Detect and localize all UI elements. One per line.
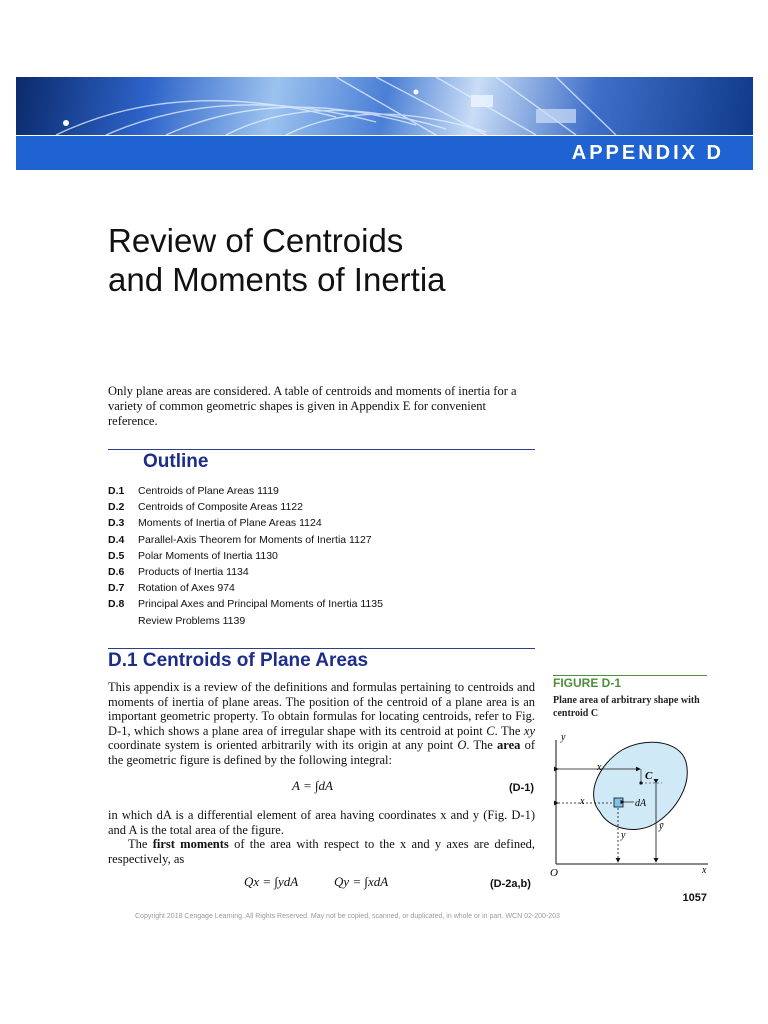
outline-list xyxy=(108,483,538,629)
outline-item[interactable] xyxy=(108,499,538,515)
figure-d1-diagram xyxy=(540,728,715,880)
outline-item[interactable] xyxy=(108,596,538,612)
outline-item-label: Rotation of Axes 974 xyxy=(138,582,235,595)
para1-origin-symbol: O xyxy=(457,738,467,753)
outline-item-label: Polar Moments of Inertia 1130 xyxy=(138,549,278,562)
para1-text-e: . The xyxy=(466,738,498,753)
chapter-title-line2: and Moments of Inertia xyxy=(108,261,446,298)
outline-top-rule xyxy=(108,449,535,450)
outline-item[interactable] xyxy=(108,613,538,629)
outline-item[interactable] xyxy=(108,532,538,548)
outline-item[interactable] xyxy=(108,548,538,564)
banner-image xyxy=(16,77,753,135)
outline-heading: Outline xyxy=(143,451,209,472)
appendix-label: APPENDIX D xyxy=(571,142,724,164)
intro-paragraph: Only plane areas are considered. A table of centroids and moments of inertia for a variety of common geometric shapes is given in Appendix E for convenient reference. xyxy=(108,384,517,428)
y-axis-label: y xyxy=(561,732,566,743)
para1-centroid-symbol: C xyxy=(486,723,495,738)
chapter-title xyxy=(108,221,668,299)
equation-d1-label: (D-1) xyxy=(509,782,535,794)
outline-item-label: Principal Axes and Principal Moments of Inertia 1135 xyxy=(138,598,383,611)
outline-item-label: Centroids of Plane Areas 1119 xyxy=(138,485,279,497)
outline-item-number: D.3 xyxy=(108,517,125,530)
origin-label: O xyxy=(550,867,558,879)
equation-d2a: Qx = ∫ydA xyxy=(244,874,299,889)
section-paragraph-3 xyxy=(108,837,535,866)
outline-item-label: Centroids of Composite Areas 1122 xyxy=(138,501,303,514)
equation-d1: A = ∫dA xyxy=(292,778,333,793)
outline-item-number: D.7 xyxy=(108,582,125,595)
element-dA xyxy=(614,798,623,807)
equation-d2-label: (D-2a,b) xyxy=(490,878,531,890)
banner-architecture-graphic xyxy=(16,77,753,135)
y-bar-label: ȳ xyxy=(659,821,664,832)
section-paragraph-1 xyxy=(108,680,535,768)
dA-label: dA xyxy=(635,798,647,809)
outline-item-number: D.5 xyxy=(108,549,125,562)
outline-item-label: Parallel-Axis Theorem for Moments of Inertia 1127 xyxy=(138,533,372,546)
x-bar-label: x xyxy=(597,762,602,773)
outline-item[interactable] xyxy=(108,515,538,531)
figure-label: FIGURE D-1 xyxy=(553,676,622,690)
outline-item-label: Products of Inertia 1134 xyxy=(138,565,249,578)
outline-item-number: D.4 xyxy=(108,533,125,546)
plane-area-shape xyxy=(594,742,688,829)
para1-text-d: coordinate system is oriented arbitrarily with its origin at any point xyxy=(108,738,458,753)
outline-item-number: D.1 xyxy=(108,485,125,497)
para3-bold-first-moments: first moments xyxy=(152,837,229,851)
para3-text-b: of the area with respect to the x and y axes are defined, respectively, as xyxy=(108,837,535,866)
outline-item-number: D.2 xyxy=(108,501,125,514)
outline-item[interactable] xyxy=(108,564,538,580)
outline-item-label: Review Problems 1139 xyxy=(138,614,246,627)
x-axis-label: x xyxy=(702,865,707,876)
outline-item-label: Moments of Inertia of Plane Areas 1124 xyxy=(138,517,322,530)
para1-text-a: This appendix is a review of the definitions and formulas pertaining to centroids and moments of inertia of plane areas. The position of the centroid of a plane area is an important geometric property. To obtain formulas for locating centroids, refer to Fig. D-1, which shows a plane area of irregular shape with its centroid at point xyxy=(108,680,535,738)
section-paragraph-2: in which dA is a differential element of area having coordinates x and y (Fig. D-1) and A is the total area of the figure. xyxy=(108,808,535,837)
para1-text-f: of the geometric figure is defined by the following integral: xyxy=(108,738,535,767)
equation-d2b: Qy = ∫xdA xyxy=(334,874,389,889)
outline-item-number: D.8 xyxy=(108,598,125,611)
para1-bold-area: area xyxy=(497,738,521,753)
para3-text-a: The xyxy=(128,837,153,851)
copyright-notice: Copyright 2018 Cengage Learning. All Rights Reserved. May not be copied, scanned, or duplicated, in whole or in part. WCN 02-200-203 xyxy=(135,913,560,920)
chapter-title-line1: Review of Centroids xyxy=(108,222,404,259)
y-coordinate-label: y xyxy=(621,830,626,841)
section-top-rule xyxy=(108,648,535,649)
x-coordinate-label: x xyxy=(580,796,585,807)
outline-item[interactable] xyxy=(108,580,538,596)
outline-item-number: D.6 xyxy=(108,565,125,578)
figure-caption: Plane area of arbitrary shape with centroid C xyxy=(553,695,700,719)
centroid-label: C xyxy=(645,770,653,782)
para1-text-b: . The xyxy=(494,723,524,738)
section-heading: D.1 Centroids of Plane Areas xyxy=(108,650,369,671)
page-number: 1057 xyxy=(682,892,707,904)
outline-item[interactable] xyxy=(108,483,538,499)
para1-xy-symbol: xy xyxy=(523,723,535,738)
